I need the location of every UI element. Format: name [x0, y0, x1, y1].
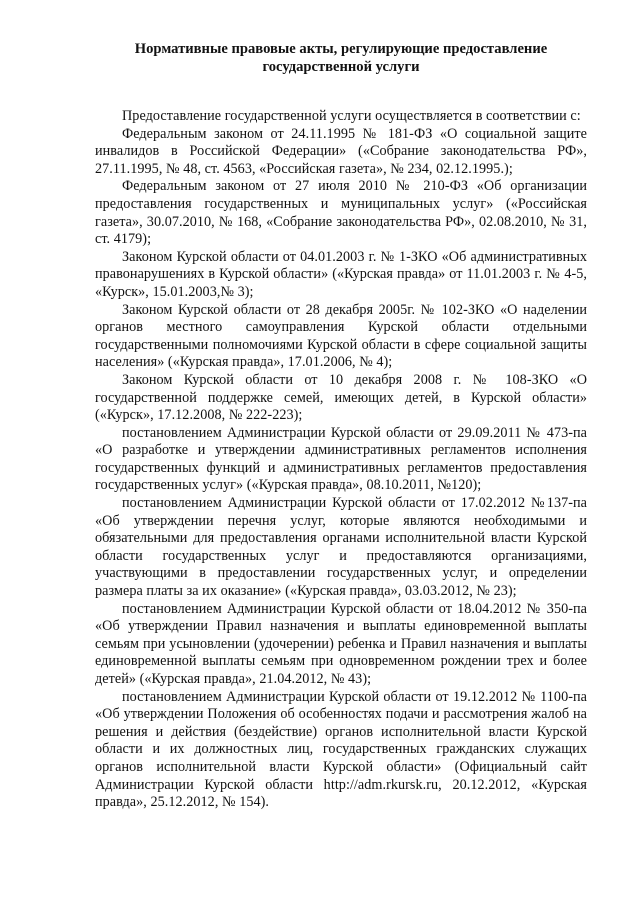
- law-paragraph-181fz: Федеральным законом от 24.11.1995 № 181-ФЗ «О социальной защите инвалидов в Российской Федерации» («Собрание законодательства РФ», 27.11.1995, № 48, ст. 4563, «Российская газета», № 234, 02.12.1995.);: [95, 125, 587, 177]
- intro-paragraph: Предоставление государственной услуги осуществляется в соответствии с:: [122, 108, 581, 124]
- law-paragraph-102zko: Законом Курской области от 28 декабря 2005г. № 102-ЗКО «О наделении органов местного самоуправления Курской области отдельными государственными полномочиями Курской области в сфере социальной защиты населения» («Курская правда», 17.01.2006, № 4);: [95, 301, 587, 371]
- title-line-1: Нормативные правовые акты, регулирующие предоставление: [134, 41, 548, 57]
- law-paragraph-1zko: Законом Курской области от 04.01.2003 г. № 1-ЗКО «Об административных правонарушениях в Курской области» («Курская правда» от 11.01.2003 г. № 4-5, «Курск», 15.01.2003,№ 3);: [95, 248, 587, 300]
- law-paragraph-108zko: Законом Курской области от 10 декабря 2008 г. № 108-ЗКО «О государственной поддержке семей, имеющих детей, в Курской области» («Курск», 17.12.2008, № 222-223);: [95, 371, 587, 424]
- decree-paragraph-137pa: постановлением Администрации Курской области от 17.02.2012 №137-па «Об утверждении перечня услуг, которые являются необходимыми и обязательными для предоставления органами исполнительной власти Курской области государственных услуг и предоставляются организациями, участвующими в предоставлении государственных услуг, и определении размера платы за их оказание» («Курская правда», 03.03.2012, № 23);: [95, 495, 587, 600]
- document-page: [95, 40, 587, 812]
- law-paragraph-210fz: Федеральным законом от 27 июля 2010 № 210-ФЗ «Об организации предоставления государственных и муниципальных услуг» («Российская газета», 30.07.2010, № 168, «Собрание законодательства РФ», 02.08.2010, № 31, ст. 4179);: [95, 178, 587, 248]
- decree-paragraph-1100pa: постановлением Администрации Курской области от 19.12.2012 № 1100-па «Об утверждении Положения об особенностях подачи и рассмотрения жалоб на решения и действия (бездействие) органов исполнительной власти Курской области и их должностных лиц, государственных гражданских служащих органов исполнительной власти Курской области» (Официальный сайт Администрации Курской области http://adm.rkursk.ru, 20.12.2012, «Курская правда», 25.12.2012, № 154).: [95, 688, 587, 811]
- decree-paragraph-473pa: постановлением Администрации Курской области от 29.09.2011 № 473-па «О разработке и утверждении административных регламентов исполнения государственных функций и административных регламентов предоставления государственных услуг» («Курская правда», 08.10.2011, №120);: [95, 424, 587, 494]
- document-title: [95, 40, 587, 76]
- decree-paragraph-350pa: постановлением Администрации Курской области от 18.04.2012 № 350-па «Об утверждении Правил назначения и выплаты единовременной выплаты семьям при усыновлении (удочерении) ребенка и Правил назначения и выплаты единовременной выплаты семьям при одновременном рождении трех и более детей» («Курская правда», 21.04.2012, № 43);: [95, 600, 587, 687]
- title-line-2: государственной услуги: [262, 59, 420, 75]
